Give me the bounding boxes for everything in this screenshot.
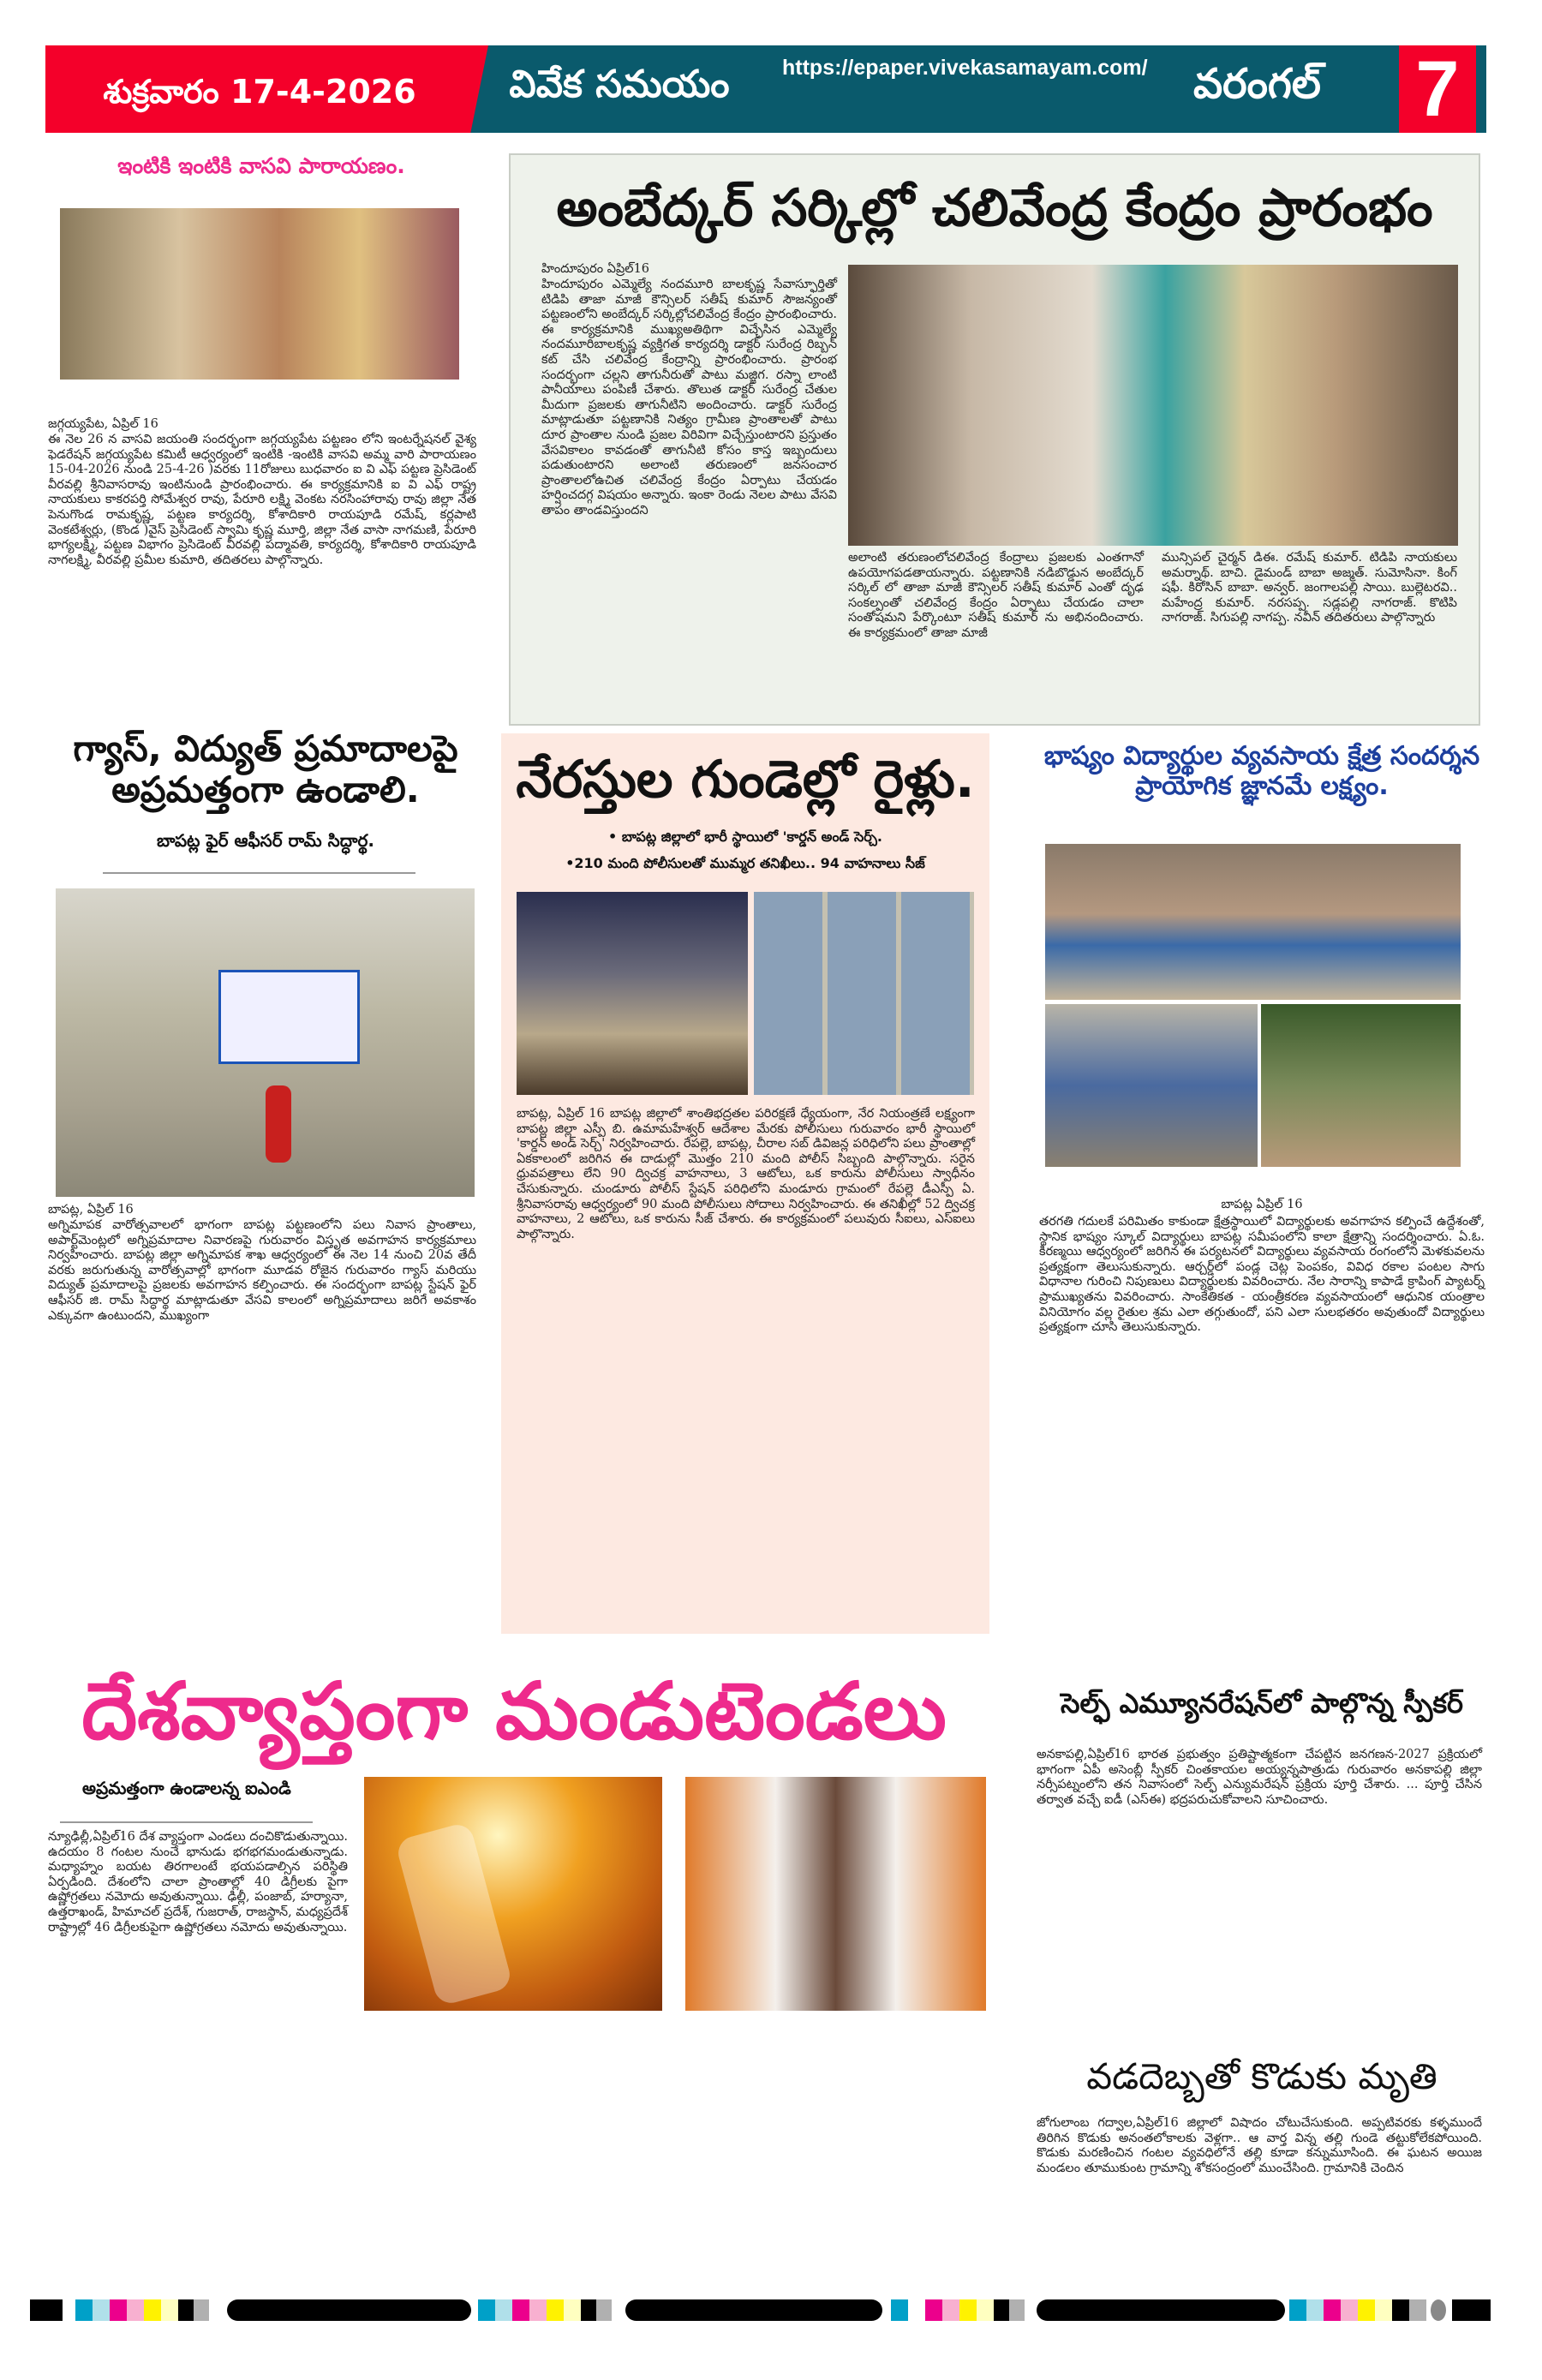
fire-body: అగ్నిమాపక వారోత్సవాలలో భాగంగా బాపట్ల పట్టణంలోని పలు నివాస ప్రాంతాలు, అపార్ట్‌మెంట్లలో అగ్నిప్రమాదాల నివారణపై గురువారం విస్తృత అవగాహన కార్యక్రమాలు నిర్వహించారు. బాపట్ల జిల్లా అగ్నిమాపక శాఖ ఆధ్వర్యంలో ఈ నెల 14 నుంచి 20వ తేదీ వరకు జరుగుతున్న వారోత్సవాల్లో భాగంగా మూడవ రోజైన గురువారం గ్యాస్ మరియు విద్యుత్ ప్రమాదాలపై ప్రజలకు అవగాహన కల్పించారు. ఈ సందర్భంగా బాపట్ల స్టేషన్ ఫైర్ ఆఫీసర్ జి. రామ్ సిద్ధార్థ మాట్లాడుతూ వేసవి కాలంలో అగ్నిప్రమాదాలు జరిగే అవకాశం ఎక్కువగా ఉంటుందని, ముఖ్యంగా [48, 1218, 476, 1323]
ambedkar-dateline: హిందూపురం ఏప్రిల్16 [541, 262, 650, 276]
ambedkar-photo [848, 265, 1458, 546]
divider [60, 1821, 313, 1823]
vasavi-headline: ఇంటికి ఇంటికి వాసవి పారాయణం. [117, 153, 405, 178]
police-article [501, 733, 989, 1634]
speaker-headline: సెల్ఫ్ ఎమ్యూనరేషన్‌లో పాల్గొన్న స్పీకర్ [1060, 1687, 1464, 1719]
masthead [45, 45, 1486, 133]
vasavi-photo [60, 208, 459, 380]
police-body: బాపట్ల, ఏప్రిల్ 16 బాపట్ల జిల్లాలో శాంతిభద్రతల పరిరక్షణే ధ్యేయంగా, నేర నియంత్రణే లక్ష్యంగా బాపట్ల జిల్లా ఎస్పీ బి. ఉమామహేశ్వర్ ఆదేశాల మేరకు పోలీసులు గురువారం భారీ స్థాయిలో 'కార్డన్ అండ్ సెర్చ్' నిర్వహించారు. రేపల్లె, బాపట్ల, చీరాల సబ్ డివిజన్ల పరిధిలోని పలు ప్రాంతాల్లో ఏకకాలంలో జరిగిన ఈ దాడుల్లో మొత్తం 210 మంది పోలీస్ సిబ్బంది పాల్గొన్నారు. సరైన ధ్రువపత్రాలు లేని 90 ద్విచక్ర వాహనాలు, 3 ఆటోలు, ఒక కారును పోలీసులు స్వాధీనం చేసుకున్నారు. చుండూరు పోలీస్ స్టేషన్ పరిధిలోని మండూరు గ్రామంలో రేపల్లె డీఎస్పీ ఏ. శ్రీనివాసరావు ఆధ్వర్యంలో 90 మంది పోలీసులు సోదాలు నిర్వహించారు. ఈ తనిఖీల్లో 52 ద్విచక్ర వాహనాలు, 2 ఆటోలు, ఒక కారును సీజ్ చేశారు. ఈ కార్యక్రమంలో పలువురు సీఐలు, ఎస్ఐలు పాల్గొన్నారు. [517, 1107, 975, 1241]
heatwave-headline: దేశవ్యాప్తంగా మండుటెండలు [81, 1665, 947, 1757]
speaker-body: అనకాపల్లి,ఏప్రిల్16 భారత ప్రభుత్వం ప్రతిష్టాత్మకంగా చేపట్టిన జనగణన-2027 ప్రక్రియలో భాగంగా ఏపీ అసెంబ్లీ స్పీకర్ చింతకాయల అయ్యన్నపాత్రుడు గురువారం అనకాపల్లి జిల్లా నర్సీపట్నంలోని తన నివాసంలో సెల్ఫ్ ఎన్యుమరేషన్ ప్రక్రియ పూర్తి చేశారు. ... పూర్తి చేసిన తర్వాత వచ్చే ఐడీ (ఎస్ఈ) భద్రపరుచుకోవాలని సూచించారు. [1037, 1748, 1482, 1807]
divider [103, 872, 415, 874]
bhashyam-body: తరగతి గదులకే పరిమితం కాకుండా క్షేత్రస్థాయిలో విద్యార్థులకు అవగాహన కల్పించే ఉద్దేశంతో, స్థానిక భాష్యం స్కూల్ విద్యార్థులు బాపట్ల సమీపంలోని కాలా క్షేత్రాన్ని సందర్శించారు. ఏ.ఓ. కిరణ్మయి ఆధ్వర్యంలో జరిగిన ఈ పర్యటనలో విద్యార్థులు వ్యవసాయ రంగంలోని మెళకువలను ప్రత్యక్షంగా తెలుసుకున్నారు. ఆర్చర్డ్‌లో పండ్ల చెట్ల పెంపకం, వివిధ రకాల పంటల సాగు విధానాల గురించి నిపుణులు విద్యార్థులకు వివరించారు. నేల సారాన్ని కాపాడే క్రాపింగ్ ప్యాటర్న్ ప్రాముఖ్యతను వివరించారు. సాంకేతికత - యంత్రీకరణ వ్యవసాయంలో ఆధునిక యంత్రాల వినియోగం వల్ల రైతుల శ్రమ ఎలా తగ్గుతుందో, పని ఎలా సులభతరం అవుతుందో విద్యార్థులు ప్రత్యక్షంగా చూసి తెలుసుకున్నారు. [1039, 1215, 1485, 1335]
thermometer-photo [364, 1777, 662, 2011]
ambedkar-article [509, 153, 1480, 726]
fire-photo [56, 888, 475, 1197]
ambedkar-caption-col2: మున్సిపల్ చైర్మన్ డిఈ. రమేష్ కుమార్. టిడిపి నాయకులు అమర్నాథ్. బాచి. డైమండ్ బాబా అజ్మత్. సుమోసినా. కింగ్ షఫీ. కిరోసిన్ బాబా. అన్వర్. జంగాలపల్లి సాయి. బుల్లెటరవి.. మహేంద్ర కుమార్. నరసప్ప. సడ్లపల్లి నాగరాజ్. కొటిపి నాగరాజ్. సిగుపల్లి నాగప్ప. నవీన్ తదితరులు పాల్గొన్నారు [1162, 551, 1457, 625]
sunstroke-body: జోగులాంబ గద్వాల,ఏప్రిల్16 జిల్లాలో విషాదం చోటుచేసుకుంది. అప్పటివరకు కళ్ళముందే తిరిగిన కొడుకు అనంతలోకాలకు వెళ్లగా.. ఆ వార్త విన్న తల్లి గుండె తట్టుకోలేకపోయింది. కొడుకు మరణించిన గంటల వ్యవధిలోనే తల్లి కూడా కన్నుమూసింది. ఈ ఘటన అయిజ మండలం తూముకుంట గ్రామాన్ని శోకసంద్రంలో ముంచేసింది. గ్రామానికి చెందిన [1037, 2116, 1482, 2175]
fire-subhead: బాపట్ల ఫైర్ ఆఫీసర్ రామ్ సిద్ధార్థ. [157, 830, 374, 851]
edition-name: వరంగల్ [1193, 60, 1321, 108]
fire-dateline: బాపట్ల, ఏప్రిల్ 16 [48, 1203, 134, 1217]
bhashyam-photo-3 [1261, 1004, 1461, 1167]
sunstroke-headline: వడదెబ్బతో కొడుకు మృతి [1086, 2055, 1437, 2097]
heatwave-subhead: అప్రమత్తంగా ఉండాలన్న ఐఎండి [82, 1778, 291, 1798]
bhashyam-photo-2 [1045, 1004, 1258, 1167]
bhashyam-photo-1 [1045, 844, 1461, 1000]
bhashyam-headline: భాష్యం విద్యార్థుల వ్యవసాయ క్షేత్ర సందర్శన ప్రాయోగిక జ్ఞానమే లక్ష్యం. [1043, 741, 1480, 801]
vasavi-dateline: జగ్గయ్యపేట, ఏప్రిల్ 16 [48, 417, 158, 431]
police-headline: నేరస్తుల గుండెల్లో రైళ్లు. [516, 750, 975, 810]
issue-date: శుక్రవారం 17-4-2026 [103, 73, 416, 111]
thermometer-icon [395, 1821, 514, 2006]
fire-headline: గ్యాస్, విద్యుత్ ప్రమాదాలపై అప్రమత్తంగా ఉండాలి. [73, 727, 458, 811]
heatwave-body: న్యూఢిల్లీ,ఏప్రిల్16 దేశ వ్యాప్తంగా ఎండలు దంచికొడుతున్నాయి. ఉదయం 8 గంటల నుంచే భానుడు భగభగమండుతున్నాడు. మధ్యాహ్నం బయట తిరగాలంటే భయపడాల్సిన పరిస్థితి ఏర్పడింది. దేశంలోని చాలా ప్రాంతాల్లో 40 డిగ్రీలకు పైగా ఉష్ణోగ్రతలు నమోదు అవుతున్నాయి. ఢిల్లీ, పంజాబ్, హర్యానా, ఉత్తరాఖండ్, హిమాచల్ ప్రదేశ్, గుజరాత్, రాజస్థాన్, మధ్యప్రదేశ్ రాష్ట్రాల్లో 46 డిగ్రీలకుపైగా ఉష్ణోగ్రతలు నమోదు అవుతున్నాయి. [48, 1830, 348, 1934]
police-collage-photo [754, 892, 974, 1095]
epaper-url[interactable]: https://epaper.vivekasamayam.com/ [782, 56, 1148, 80]
ambedkar-caption-col1: అలాంటి తరుణంలోచలివేంద్ర కేంద్రాలు ప్రజలకు ఎంతగానో ఉపయోగపడతాయన్నారు. పట్టణానికి నడిబొడ్డున అంబేద్కర్ సర్కిల్ లో తాజా మాజీ కౌన్సిలర్ సతీష్ కుమార్ ఎంతో దృఢ సంకల్పంతో చలివేంద్ర కేంద్రం ఏర్పాటు చేయడం చాలా సంతోషమని పేర్కొంటూ సతీష్ కుమార్ ను అభినందించారు. ఈ కార్యక్రమంలో తాజా మాజీ [848, 551, 1144, 640]
police-bullet-2: •210 మంది పోలీసులతో ముమ్మర తనిఖీలు.. 94 వాహనాలు సీజ్ [565, 855, 925, 871]
paper-name: వివేక సమయం [509, 63, 730, 106]
bhashyam-dateline: బాపట్ల ఏప్రిల్ 16 [1221, 1198, 1303, 1211]
page-number: 7 [1399, 45, 1476, 133]
fire-extinguisher [266, 1085, 291, 1163]
police-bullet-1: • బాపట్ల జిల్లాలో భారీ స్థాయిలో 'కార్డన్ అండ్ సెర్చ్. [608, 828, 882, 845]
ambedkar-headline: అంబేద్కర్ సర్కిల్లో చలివేంద్ర కేంద్రం ప్రారంభం [556, 178, 1433, 238]
politician-photo [685, 1777, 986, 2011]
sp-photo [517, 892, 748, 1095]
ambedkar-body: హిందూపురం ఎమ్మెల్యే నందమూరి బాలకృష్ణ సేవాస్ఫూర్తితో టిడిపి తాజా మాజీ కౌన్సిలర్ సతీష్ కుమార్ సౌజన్యంతో పట్టణంలోని అంబేద్కర్ సర్కిల్లోచలివేంద్ర కేంద్రం ప్రారంభించారు. ఈ కార్యక్రమానికి ముఖ్యఅతిథిగా విచ్చేసిన ఎమ్మెల్యే నందమూరిబాలకృష్ణ వ్యక్తిగత కార్యదర్శి డాక్టర్ సురేంద్ర రిబ్బన్ కట్ చేసి చలివేంద్ర కేంద్రాన్ని ప్రారంభించారు. ప్రారంభ సందర్భంగా చల్లని తాగునీరుతో పాటు మజ్జిగ. రస్నా లాంటి పానీయాలు పంపిణీ చేశారు. తొలుత డాక్టర్ సురేంద్ర చేతుల మీదుగా ప్రజలకు తాగునీటిని అందించారు. డాక్టర్ సురేంద్ర మాట్లాడుతూ పట్టణానికి నిత్యం గ్రామీణ ప్రాంతాలతో పాటు దూర ప్రాంతాల నుండి ప్రజల విరివిగా విచ్చేస్తుంటారని ప్రస్తుతం వేసవికాలం కావడంతో తాగునీటి కోసం కాస్త ఇబ్బందులు పడుతుంటారని అలాంటి తరుణంలో జనసంచార ప్రాంతాలలోఉచిత చలివేంద్ర కేంద్రం ఏర్పాటు చేయడం హర్షించదగ్గ విషయం అన్నారు. ఇంకా రెండు నెలల పాటు వేసవి తాపం తాండవిస్తుందని [541, 278, 837, 517]
fire-banner [218, 970, 360, 1064]
vasavi-body: ఈ నెల 26 న వాసవి జయంతి సందర్భంగా జగ్గయ్యపేట పట్టణం లోని ఇంటర్నేషనల్ వైశ్య ఫెడరేషన్ జగ్గయ్యపేట కమిటీ ఆధ్వర్యంలో ఇంటికి -ఇంటికి వాసవి అమ్మ వారి పారాయణం 15-04-2026 నుండి 25-4-26 )వరకు 11రోజులు బుధవారం ఐ వి ఎఫ్ పట్టణ ప్రెసిడెంట్ వీరవల్లి శ్రీనివాసరావు ఇంటినుండి ప్రారంభించారు. ఈ కార్యక్రమానికి ఐ వి ఎఫ్ రాష్ట్ర నాయకులు కాకరపర్తి సోమేశ్వర రావు, పేరూరి లక్ష్మి వెంకట నరసింహారావు రావు జిల్లా నేత పెనుగొండ రామకృష్ణ, పట్టణ కార్యదర్శి, కోశాదికారి రాయపూడి రమేష్, కర్లపాటి వెంకటేశ్వర్లు, (కొండ )వైస్ ప్రెసిడెంట్ స్వామి కృష్ణ మూర్తి, జిల్లా నేత వాసా నాగమణి, పేరూరి భాగ్యలక్ష్మి, పట్టణ విభాగం ప్రెసిడెంట్ వీరవల్లి పద్మావతి, కార్యదర్శి, కోశాదికారి రాయపూడి నాగలక్ష్మి, వీరవల్లి ప్రమీల కుమారి, తదితరలు పాల్గొన్నారు. [48, 433, 476, 567]
